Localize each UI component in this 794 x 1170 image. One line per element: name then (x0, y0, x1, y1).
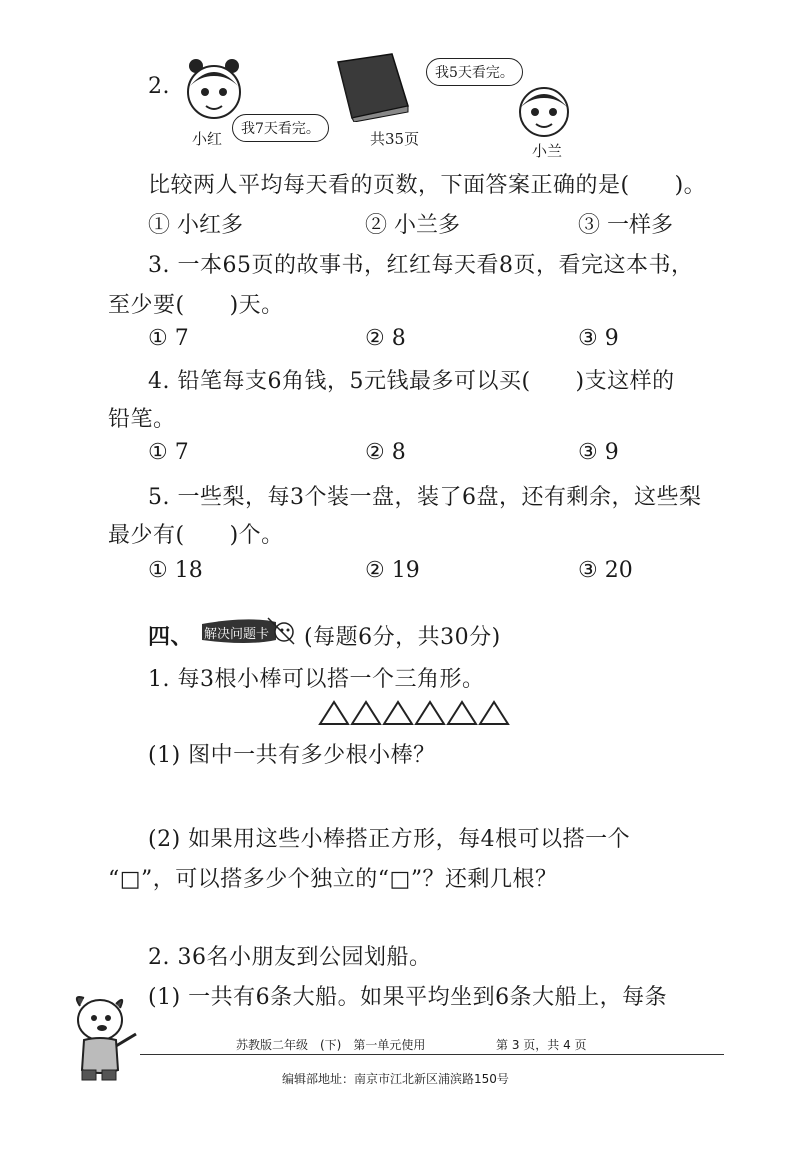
section-4-points: (每题6分，共30分) (304, 625, 501, 650)
question-3-option-3: ③ 9 (578, 326, 619, 351)
problem-2-text: 2. 36名小朋友到公园划船。 (148, 945, 432, 970)
footer-rule (140, 1054, 724, 1055)
triangle-figure (318, 700, 514, 726)
footer-page-number: 第 3 页，共 4 页 (496, 1038, 587, 1052)
girl-xiaolan-illustration (512, 78, 576, 142)
question-3-line-1: 3. 一本65页的故事书，红红每天看8页，看完这本书， (148, 253, 694, 278)
question-3-option-2: ② 8 (365, 326, 406, 351)
triangle-shape (320, 702, 348, 724)
question-4-line-2: 铅笔。 (108, 407, 176, 432)
girl-xiaohong-illustration (178, 52, 250, 124)
question-5-option-2: ② 19 (365, 558, 420, 583)
question-4-option-2: ② 8 (365, 440, 406, 465)
girl-xiaohong-name: 小红 (192, 130, 223, 148)
problem-1-sub-1: (1) 图中一共有多少根小棒？ (148, 743, 436, 768)
cartoon-mascot-icon (58, 990, 148, 1090)
girl-xiaolan-name: 小兰 (532, 142, 563, 160)
question-5-line-1: 5. 一些梨，每3个装一盘，装了6盘，还有剩余，这些梨 (148, 485, 702, 510)
girl-xiaohong-speech: 我7天看完。 (232, 114, 329, 142)
problem-1-sub-2-line-1: (2) 如果用这些小棒搭正方形，每4根可以搭一个 (148, 827, 631, 852)
problem-2-sub-1: (1) 一共有6条大船。如果平均坐到6条大船上，每条 (148, 985, 668, 1010)
question-2-option-1: ① 小红多 (148, 213, 243, 238)
section-4-prefix: 四、 (148, 624, 194, 650)
section-4-banner (198, 614, 298, 648)
triangle-shape (416, 702, 444, 724)
question-4-line-1: 4. 铅笔每支6角钱，5元钱最多可以买( )支这样的 (148, 369, 675, 394)
question-2-text: 比较两人平均每天看的页数，下面答案正确的是( )。 (148, 173, 707, 198)
question-4-option-3: ③ 9 (578, 440, 619, 465)
triangle-shape (448, 702, 476, 724)
triangle-shape (480, 702, 508, 724)
triangle-shape (384, 702, 412, 724)
problem-1-text: 1. 每3根小棒可以搭一个三角形。 (148, 667, 485, 692)
question-2-option-3: ③ 一样多 (578, 213, 673, 238)
section-4-banner-text: 解决问题卡 (204, 627, 270, 642)
problem-1-sub-2-line-2: “□”，可以搭多少个独立的“□”？还剩几根？ (108, 867, 558, 892)
question-3-line-2: 至少要( )天。 (108, 293, 284, 318)
question-2-option-2: ② 小兰多 (365, 213, 460, 238)
question-4-option-1: ① 7 (148, 440, 189, 465)
question-5-option-3: ③ 20 (578, 558, 633, 583)
footer-book-info: 苏教版二年级 (下) 第一单元使用 (236, 1038, 426, 1052)
girl-xiaolan-speech: 我5天看完。 (426, 58, 523, 86)
question-2-number: 2. (148, 74, 170, 99)
book-icon (332, 52, 412, 122)
question-5-line-2: 最少有( )个。 (108, 523, 284, 548)
triangle-shape (352, 702, 380, 724)
question-3-option-1: ① 7 (148, 326, 189, 351)
book-page-count: 共35页 (370, 130, 420, 148)
footer-address: 编辑部地址：南京市江北新区浦滨路150号 (282, 1072, 509, 1086)
question-5-option-1: ① 18 (148, 558, 203, 583)
